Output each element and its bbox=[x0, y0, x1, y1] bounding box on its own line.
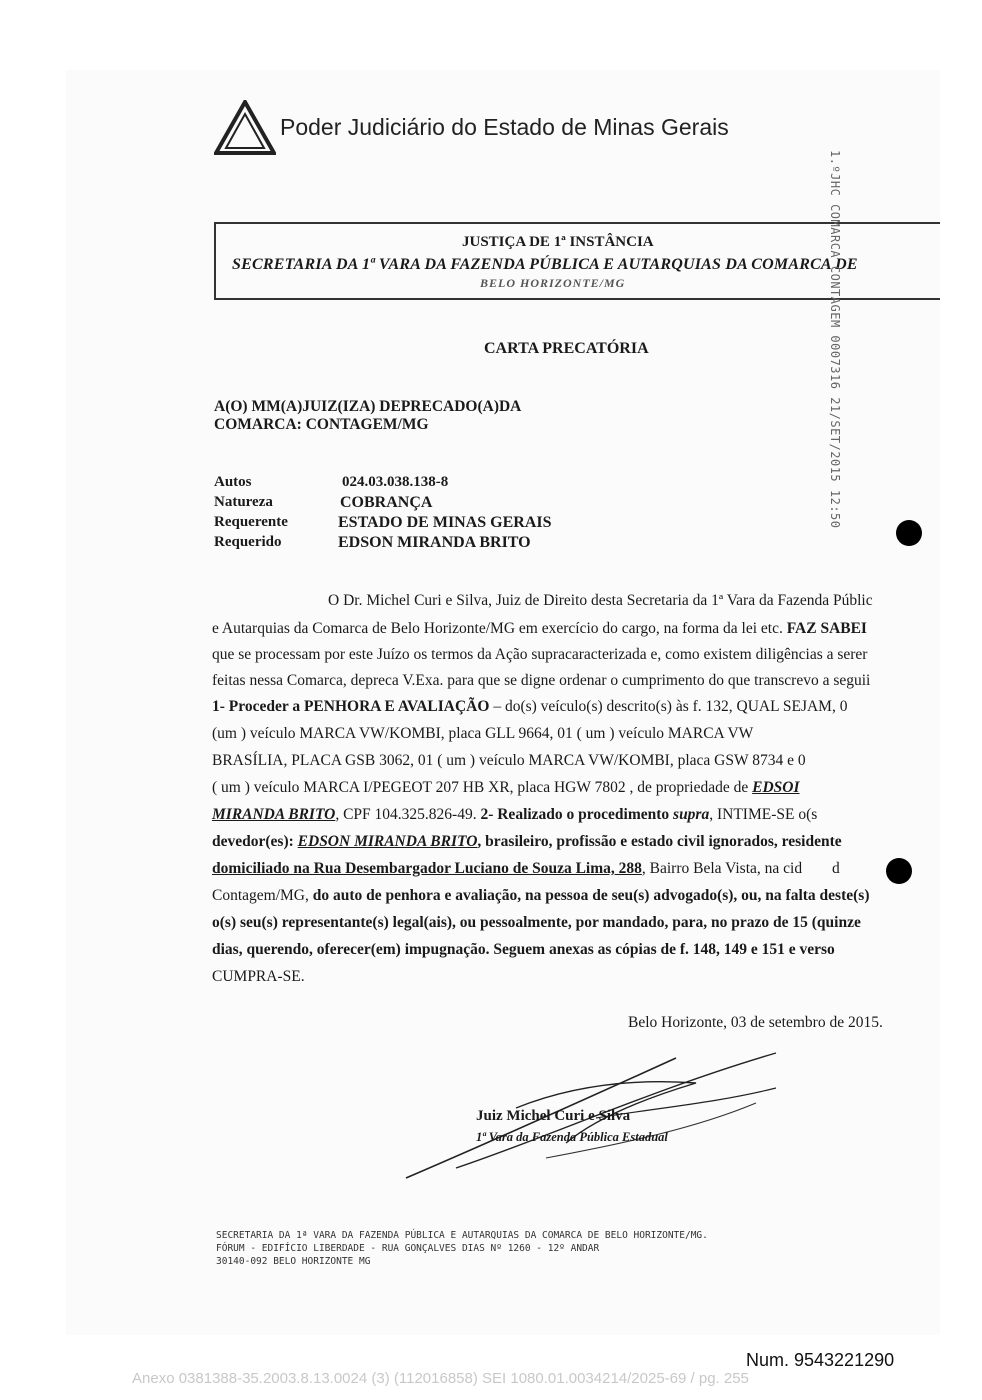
body-line-13: o(s) seu(s) representante(s) legal(ais), ou pessoalmente, por mandado, para, no prazo de 15 (quinze bbox=[212, 914, 861, 931]
judge-court: 1ª Vara da Fazenda Pública Estadual bbox=[476, 1130, 668, 1144]
footer-line-1: SECRETARIA DA 1ª VARA DA FAZENDA PÚBLICA E AUTARQUIAS DA COMARCA DE BELO HORIZONTE/MG. bbox=[216, 1230, 708, 1241]
organization-name: Poder Judiciário do Estado de Minas Gerais bbox=[280, 114, 729, 140]
document-date: Belo Horizonte, 03 de setembro de 2015. bbox=[628, 1014, 883, 1031]
body-line-6: (um ) veículo MARCA VW/KOMBI, placa GLL 9664, 01 ( um ) veículo MARCA VW bbox=[212, 725, 754, 742]
body-line-7: BRASÍLIA, PLACA GSB 3062, 01 ( um ) veículo MARCA VW/KOMBI, placa GSW 8734 e 0 bbox=[212, 752, 806, 769]
body-line-1: O Dr. Michel Curi e Silva, Juiz de Direito desta Secretaria da 1ª Vara da Fazenda Públic bbox=[328, 592, 873, 609]
body-line-3: que se processam por este Juízo os termos da Ação supracaracterizada e, como existem diligências a serer bbox=[212, 646, 868, 663]
body-line-8: ( um ) veículo MARCA I/PEGEOT 207 HB XR, placa HGW 7802 , de propriedade de EDSOI bbox=[212, 779, 800, 796]
document-title: CARTA PRECATÓRIA bbox=[484, 340, 649, 357]
judge-name: Juiz Michel Curi e Silva bbox=[476, 1108, 631, 1124]
addressee-line-2: COMARCA: CONTAGEM/MG bbox=[214, 416, 429, 433]
body-line-15: CUMPRA-SE. bbox=[212, 968, 305, 985]
field-label-natureza: Natureza bbox=[214, 494, 273, 510]
body-line-11: domiciliado na Rua Desembargador Luciano de Souza Lima, 288, Bairro Bela Vista, na cid d bbox=[212, 860, 840, 877]
body-line-14: dias, querendo, oferecer(em) impugnação. Seguem anexas as cópias de f. 148, 149 e 151 e verso bbox=[212, 941, 835, 958]
body-line-2: e Autarquias da Comarca de Belo Horizonte/MG em exercício do cargo, na forma da lei etc. FAZ SABEI bbox=[212, 620, 867, 637]
field-value-autos: 024.03.038.138-8 bbox=[342, 474, 449, 490]
court-logo-icon bbox=[214, 100, 276, 156]
field-value-natureza: COBRANÇA bbox=[340, 494, 433, 511]
field-value-requerente: ESTADO DE MINAS GERAIS bbox=[338, 514, 552, 531]
body-line-5: 1- Proceder a PENHORA E AVALIAÇÃO – do(s) veículo(s) descrito(s) às f. 132, QUAL SEJAM, 0 bbox=[212, 698, 848, 715]
field-value-requerido: EDSON MIRANDA BRITO bbox=[338, 534, 531, 551]
body-line-10: devedor(es): EDSON MIRANDA BRITO, brasileiro, profissão e estado civil ignorados, residente bbox=[212, 833, 842, 850]
footer-line-3: 30140-092 BELO HORIZONTE MG bbox=[216, 1256, 371, 1267]
annex-reference: Anexo 0381388-35.2003.8.13.0024 (3) (112016858) SEI 1080.01.0034214/2025-69 / pg. 255 bbox=[132, 1370, 749, 1387]
addressee-line-1: A(O) MM(A)JUIZ(IZA) DEPRECADO(A)DA bbox=[214, 398, 522, 415]
body-line-12: Contagem/MG, do auto de penhora e avaliação, na pessoa de seu(s) advogado(s), ou, na falta deste(s) bbox=[212, 887, 870, 904]
protocol-stamp: 1.ºJHC COMARCA CONTAGEM 0007316 21/SET/2015 12:50 bbox=[828, 150, 842, 529]
scanned-page bbox=[66, 70, 940, 1335]
field-label-autos: Autos bbox=[214, 474, 252, 490]
footer-line-2: FÓRUM - EDIFÍCIO LIBERDADE - RUA GONÇALVES DIAS Nº 1260 - 12º ANDAR bbox=[216, 1243, 600, 1254]
field-label-requerente: Requerente bbox=[214, 514, 288, 530]
header-secretariat: SECRETARIA DA 1ª VARA DA FAZENDA PÚBLICA E AUTARQUIAS DA COMARCA DE bbox=[232, 256, 858, 273]
body-line-9: MIRANDA BRITO, CPF 104.325.826-49. 2- Realizado o procedimento supra, INTIME-SE o(s bbox=[212, 806, 818, 823]
document-number: Num. 9543221290 bbox=[746, 1350, 895, 1370]
body-line-4: feitas nessa Comarca, depreca V.Exa. para que se digne ordenar o cumprimento do que transcrevo a seguii bbox=[212, 672, 871, 689]
header-instance: JUSTIÇA DE 1ª INSTÂNCIA bbox=[462, 234, 654, 250]
punch-hole-bottom bbox=[886, 858, 912, 884]
punch-hole-top bbox=[896, 520, 922, 546]
header-city: BELO HORIZONTE/MG bbox=[480, 276, 626, 290]
field-label-requerido: Requerido bbox=[214, 534, 282, 550]
